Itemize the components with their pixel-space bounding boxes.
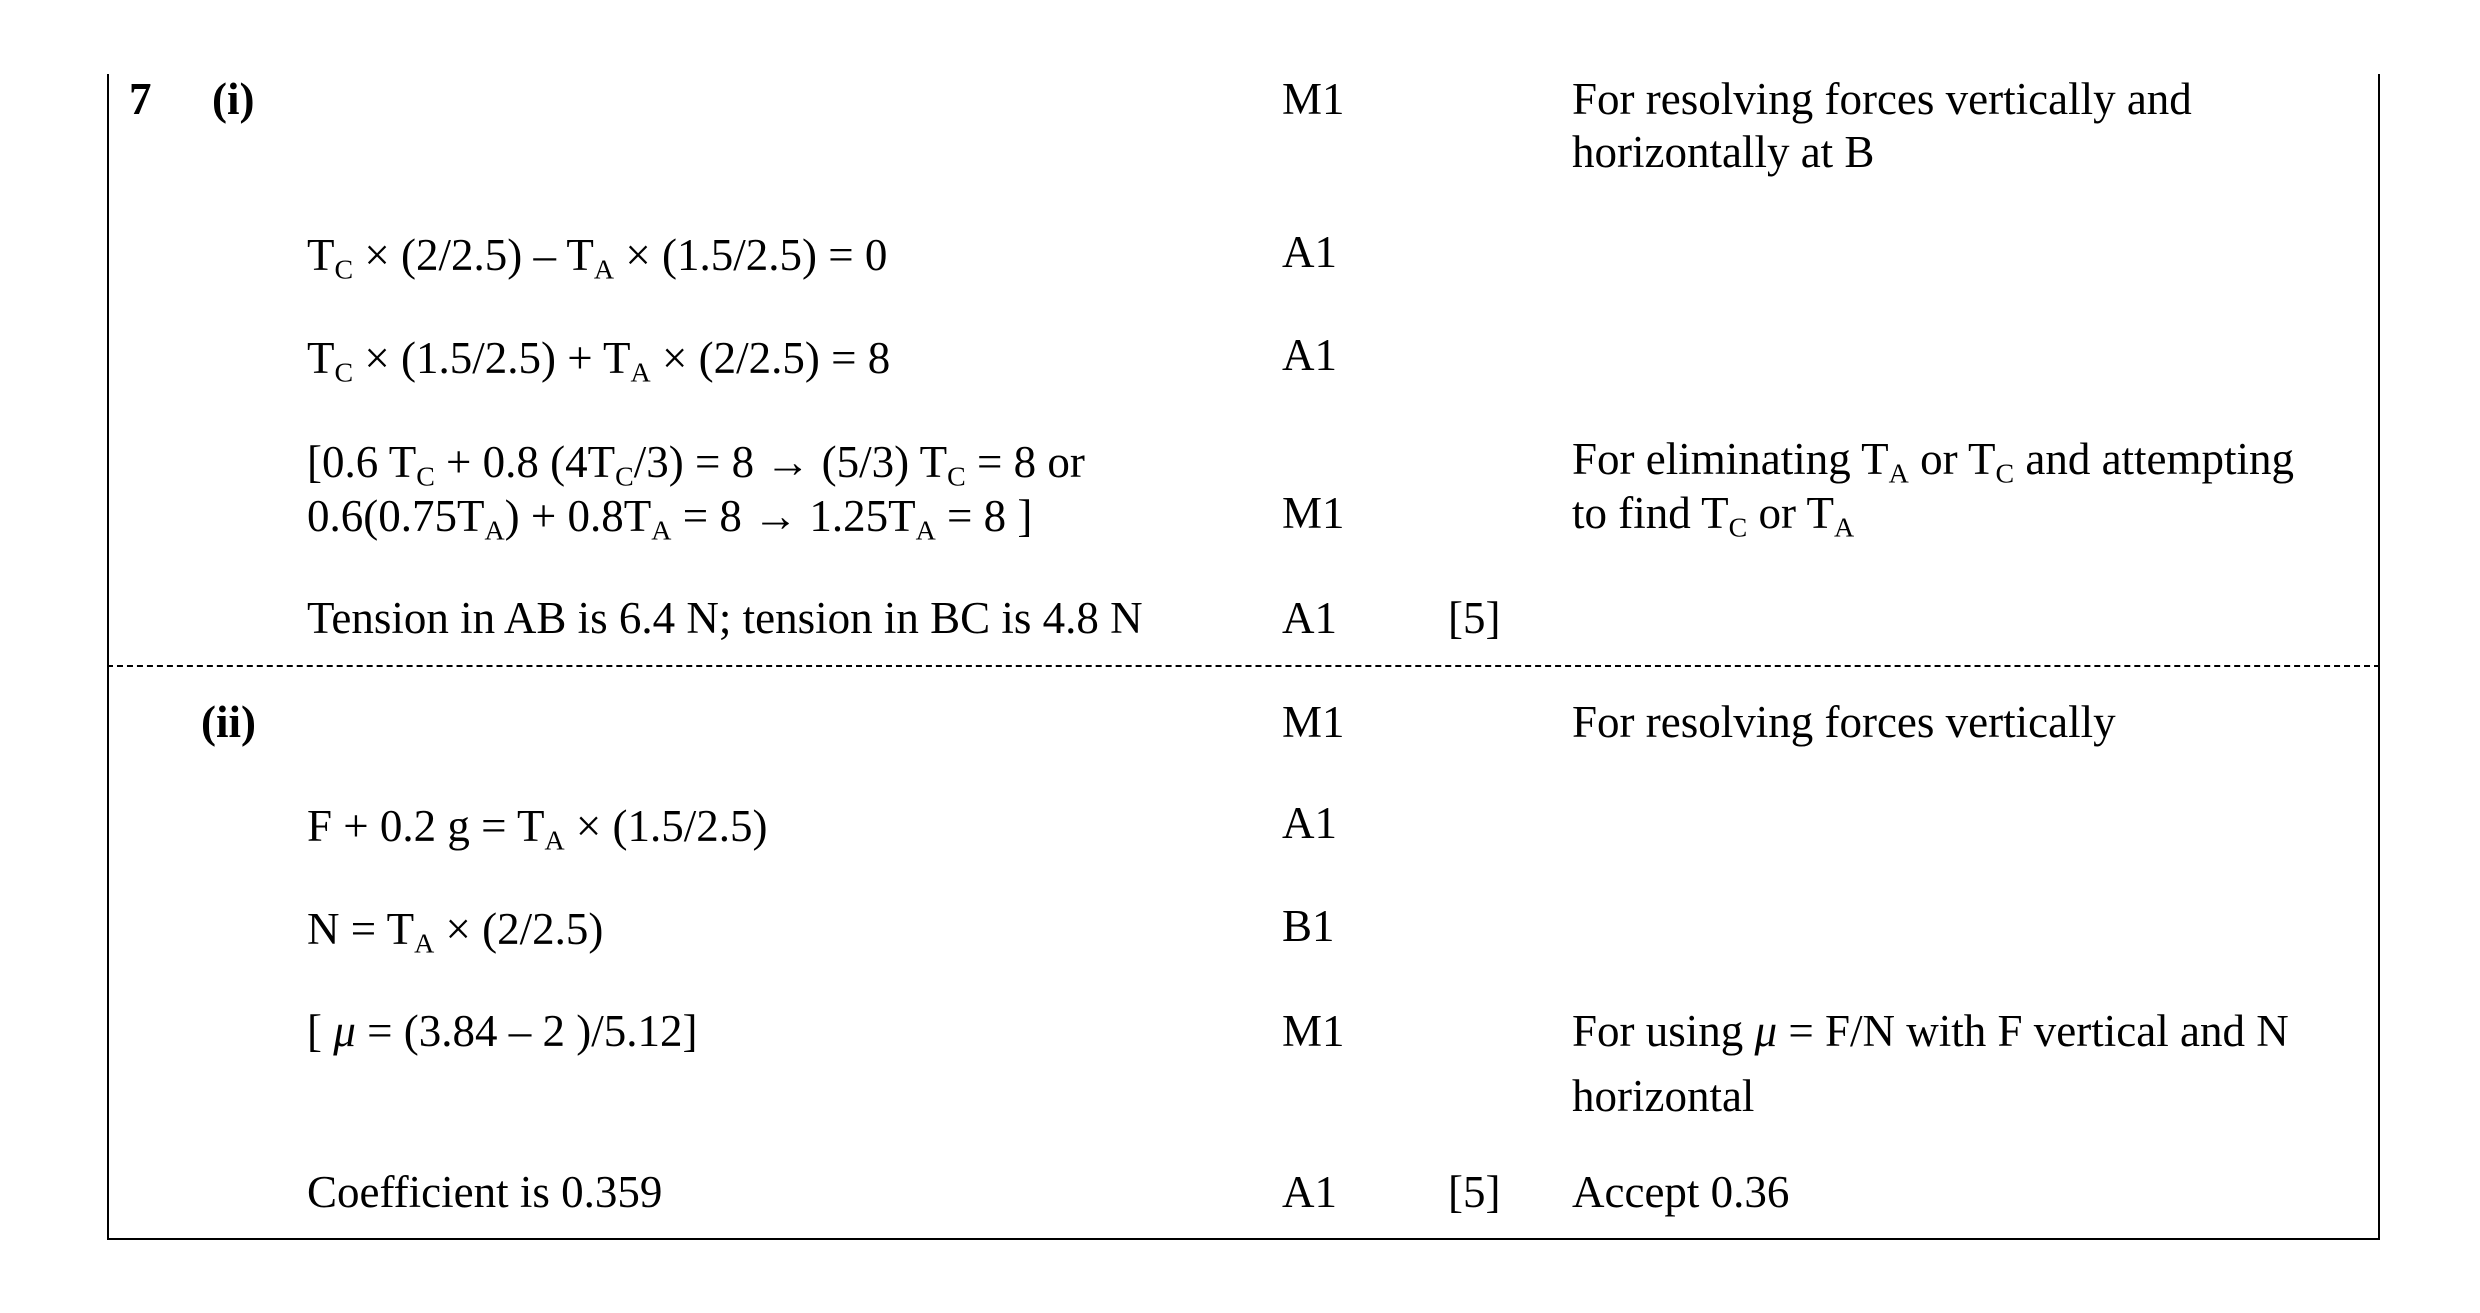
guidance-ii-1: For resolving forces vertically	[1572, 697, 2116, 747]
guidance-i-1-line2: horizontally at B	[1572, 127, 1875, 177]
working-ii-3: $N = T_A \times (2/2.5)$	[307, 904, 604, 960]
part-label-i: (i)	[212, 74, 255, 124]
mark-ii-3: B1	[1282, 901, 1335, 951]
working-ii-4: [ μ = (3.84 – 2 )/5.12]	[307, 1006, 698, 1056]
total-ii: [5]	[1448, 1167, 1501, 1217]
guidance-i-4-line1: For eliminating $T_A$ or $T_C$ and attempting	[1572, 434, 2295, 490]
part-divider	[107, 665, 2380, 667]
working-i-4-line2: $0.6(0.75T_A) + 0.8T_A = 8 \to 1.25T_A = 8$ ]	[307, 491, 1033, 547]
working-ii-5: Coefficient is 0.359	[307, 1167, 663, 1217]
total-i: [5]	[1448, 593, 1501, 643]
guidance-i-4-line2: to find $T_C$ or $T_A$	[1572, 488, 1855, 544]
question-number: 7	[129, 74, 152, 124]
working-i-2: $T_C \times (2/2.5) - T_A \times (1.5/2.5) = 0$	[307, 230, 888, 286]
mark-i-1: M1	[1282, 74, 1345, 124]
guidance-ii-5: Accept 0.36	[1572, 1167, 1790, 1217]
part-label-ii: (ii)	[201, 697, 256, 747]
guidance-ii-4-line2: horizontal	[1572, 1071, 1755, 1121]
mark-i-3: A1	[1282, 330, 1337, 380]
guidance-i-1-line1: For resolving forces vertically and	[1572, 74, 2192, 124]
guidance-ii-4-line1: For using μ = F/N with F vertical and N	[1572, 1006, 2289, 1056]
mark-i-4: M1	[1282, 488, 1345, 538]
working-ii-2: F + 0.2 $g = T_A \times (1.5/2.5)$	[307, 801, 768, 857]
mark-i-2: A1	[1282, 227, 1337, 277]
working-i-4-line1: [0.6 $T_C + 0.8$ $(4T_C/3) = 8 \to (5/3) T_C = 8$ or	[307, 437, 1085, 493]
mark-ii-4: M1	[1282, 1006, 1345, 1056]
working-i-3: $T_C \times (1.5/2.5) + T_A \times (2/2.5) = 8$	[307, 333, 891, 389]
working-i-5: Tension in AB is 6.4 N; tension in BC is 4.8 N	[307, 593, 1143, 643]
mark-i-5: A1	[1282, 593, 1337, 643]
mark-ii-5: A1	[1282, 1167, 1337, 1217]
mark-ii-2: A1	[1282, 798, 1337, 848]
mark-ii-1: M1	[1282, 697, 1345, 747]
